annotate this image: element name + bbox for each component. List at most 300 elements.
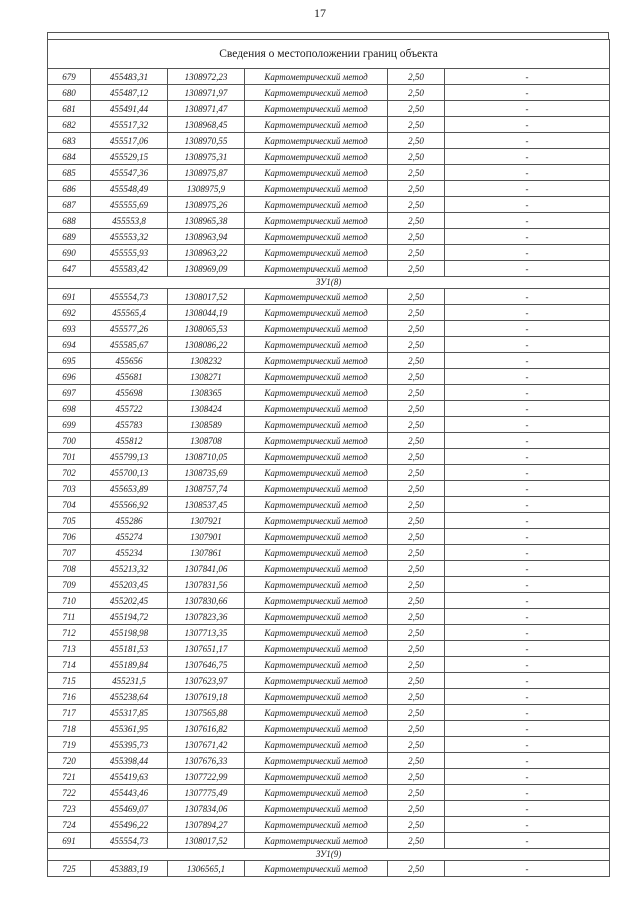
method-cell: Картометрический метод [245, 85, 388, 101]
accuracy-cell: 2,50 [388, 117, 445, 133]
y-coordinate-cell: 1308086,22 [168, 337, 245, 353]
method-cell: Картометрический метод [245, 321, 388, 337]
x-coordinate-cell: 455681 [91, 369, 168, 385]
x-coordinate-cell: 455812 [91, 433, 168, 449]
y-coordinate-cell: 1308065,53 [168, 321, 245, 337]
table-row [48, 673, 610, 689]
description-cell: - [445, 245, 610, 261]
y-coordinate-cell: 1307830,66 [168, 593, 245, 609]
point-number-cell: 719 [48, 737, 91, 753]
boundary-coordinates-sheet [47, 32, 609, 877]
method-cell: Картометрический метод [245, 165, 388, 181]
method-cell: Картометрический метод [245, 673, 388, 689]
description-cell: - [445, 449, 610, 465]
method-cell: Картометрический метод [245, 801, 388, 817]
y-coordinate-cell: 1308537,45 [168, 497, 245, 513]
method-cell: Картометрический метод [245, 101, 388, 117]
description-cell: - [445, 417, 610, 433]
y-coordinate-cell: 1308970,55 [168, 133, 245, 149]
method-cell: Картометрический метод [245, 433, 388, 449]
x-coordinate-cell: 455231,5 [91, 673, 168, 689]
point-number-cell: 708 [48, 561, 91, 577]
method-cell: Картометрический метод [245, 133, 388, 149]
method-cell: Картометрический метод [245, 577, 388, 593]
description-cell: - [445, 401, 610, 417]
y-coordinate-cell: 1308975,87 [168, 165, 245, 181]
point-number-cell: 717 [48, 705, 91, 721]
accuracy-cell: 2,50 [388, 593, 445, 609]
accuracy-cell: 2,50 [388, 465, 445, 481]
y-coordinate-cell: 1307616,82 [168, 721, 245, 737]
method-cell: Картометрический метод [245, 417, 388, 433]
method-cell: Картометрический метод [245, 817, 388, 833]
x-coordinate-cell: 455555,69 [91, 197, 168, 213]
x-coordinate-cell: 455698 [91, 385, 168, 401]
x-coordinate-cell: 455181,53 [91, 641, 168, 657]
method-cell: Картометрический метод [245, 785, 388, 801]
method-cell: Картометрический метод [245, 861, 388, 877]
table-row [48, 385, 610, 401]
accuracy-cell: 2,50 [388, 197, 445, 213]
y-coordinate-cell: 1308969,09 [168, 261, 245, 277]
point-number-cell: 688 [48, 213, 91, 229]
x-coordinate-cell: 455203,45 [91, 577, 168, 593]
description-cell: - [445, 117, 610, 133]
method-cell: Картометрический метод [245, 609, 388, 625]
x-coordinate-cell: 455553,32 [91, 229, 168, 245]
point-number-cell: 702 [48, 465, 91, 481]
method-cell: Картометрический метод [245, 149, 388, 165]
accuracy-cell: 2,50 [388, 609, 445, 625]
table-row [48, 593, 610, 609]
description-cell: - [445, 197, 610, 213]
x-coordinate-cell: 455783 [91, 417, 168, 433]
accuracy-cell: 2,50 [388, 689, 445, 705]
description-cell: - [445, 305, 610, 321]
y-coordinate-cell: 1307861 [168, 545, 245, 561]
method-cell: Картометрический метод [245, 657, 388, 673]
x-coordinate-cell: 455286 [91, 513, 168, 529]
section-header-row [48, 849, 610, 861]
x-coordinate-cell: 455398,44 [91, 753, 168, 769]
y-coordinate-cell: 1307651,17 [168, 641, 245, 657]
y-coordinate-cell: 1307619,18 [168, 689, 245, 705]
boundary-coordinates-table [47, 39, 610, 877]
description-cell: - [445, 753, 610, 769]
description-cell: - [445, 481, 610, 497]
y-coordinate-cell: 1307775,49 [168, 785, 245, 801]
x-coordinate-cell: 455554,73 [91, 289, 168, 305]
x-coordinate-cell: 455234 [91, 545, 168, 561]
y-coordinate-cell: 1308708 [168, 433, 245, 449]
accuracy-cell: 2,50 [388, 657, 445, 673]
x-coordinate-cell: 455198,98 [91, 625, 168, 641]
method-cell: Картометрический метод [245, 529, 388, 545]
table-row [48, 861, 610, 877]
accuracy-cell: 2,50 [388, 481, 445, 497]
x-coordinate-cell: 455491,44 [91, 101, 168, 117]
y-coordinate-cell: 1307921 [168, 513, 245, 529]
y-coordinate-cell: 1307901 [168, 529, 245, 545]
table-row [48, 213, 610, 229]
accuracy-cell: 2,50 [388, 433, 445, 449]
section-header-row [48, 277, 610, 289]
table-row [48, 85, 610, 101]
point-number-cell: 679 [48, 69, 91, 85]
y-coordinate-cell: 1308589 [168, 417, 245, 433]
table-row [48, 705, 610, 721]
accuracy-cell: 2,50 [388, 385, 445, 401]
description-cell: - [445, 817, 610, 833]
point-number-cell: 696 [48, 369, 91, 385]
method-cell: Картометрический метод [245, 305, 388, 321]
point-number-cell: 700 [48, 433, 91, 449]
method-cell: Картометрический метод [245, 213, 388, 229]
table-row [48, 149, 610, 165]
y-coordinate-cell: 1308971,47 [168, 101, 245, 117]
method-cell: Картометрический метод [245, 545, 388, 561]
y-coordinate-cell: 1307565,88 [168, 705, 245, 721]
method-cell: Картометрический метод [245, 705, 388, 721]
accuracy-cell: 2,50 [388, 817, 445, 833]
table-row [48, 69, 610, 85]
y-coordinate-cell: 1307894,27 [168, 817, 245, 833]
point-number-cell: 697 [48, 385, 91, 401]
accuracy-cell: 2,50 [388, 801, 445, 817]
table-row [48, 433, 610, 449]
y-coordinate-cell: 1307841,06 [168, 561, 245, 577]
y-coordinate-cell: 1307713,35 [168, 625, 245, 641]
description-cell: - [445, 529, 610, 545]
x-coordinate-cell: 455653,89 [91, 481, 168, 497]
y-coordinate-cell: 1308365 [168, 385, 245, 401]
accuracy-cell: 2,50 [388, 417, 445, 433]
point-number-cell: 723 [48, 801, 91, 817]
x-coordinate-cell: 455547,36 [91, 165, 168, 181]
method-cell: Картометрический метод [245, 261, 388, 277]
method-cell: Картометрический метод [245, 181, 388, 197]
point-number-cell: 704 [48, 497, 91, 513]
method-cell: Картометрический метод [245, 625, 388, 641]
y-coordinate-cell: 1308975,31 [168, 149, 245, 165]
table-row [48, 449, 610, 465]
description-cell: - [445, 229, 610, 245]
table-row [48, 117, 610, 133]
table-title-row [48, 40, 610, 69]
table-title: Сведения о местоположении границ объекта [48, 40, 610, 69]
x-coordinate-cell: 455577,26 [91, 321, 168, 337]
point-number-cell: 712 [48, 625, 91, 641]
x-coordinate-cell: 455548,49 [91, 181, 168, 197]
accuracy-cell: 2,50 [388, 753, 445, 769]
y-coordinate-cell: 1307623,97 [168, 673, 245, 689]
table-row [48, 577, 610, 593]
table-row [48, 513, 610, 529]
point-number-cell: 713 [48, 641, 91, 657]
x-coordinate-cell: 455553,8 [91, 213, 168, 229]
description-cell: - [445, 721, 610, 737]
description-cell: - [445, 609, 610, 625]
y-coordinate-cell: 1308044,19 [168, 305, 245, 321]
accuracy-cell: 2,50 [388, 737, 445, 753]
method-cell: Картометрический метод [245, 753, 388, 769]
description-cell: - [445, 181, 610, 197]
description-cell: - [445, 69, 610, 85]
method-cell: Картометрический метод [245, 385, 388, 401]
table-row [48, 261, 610, 277]
x-coordinate-cell: 455566,92 [91, 497, 168, 513]
description-cell: - [445, 705, 610, 721]
accuracy-cell: 2,50 [388, 85, 445, 101]
description-cell: - [445, 321, 610, 337]
accuracy-cell: 2,50 [388, 721, 445, 737]
point-number-cell: 692 [48, 305, 91, 321]
y-coordinate-cell: 1308735,69 [168, 465, 245, 481]
description-cell: - [445, 737, 610, 753]
table-row [48, 753, 610, 769]
method-cell: Картометрический метод [245, 369, 388, 385]
description-cell: - [445, 801, 610, 817]
y-coordinate-cell: 1308968,45 [168, 117, 245, 133]
x-coordinate-cell: 455585,67 [91, 337, 168, 353]
description-cell: - [445, 833, 610, 849]
x-coordinate-cell: 455517,32 [91, 117, 168, 133]
accuracy-cell: 2,50 [388, 369, 445, 385]
x-coordinate-cell: 455238,64 [91, 689, 168, 705]
accuracy-cell: 2,50 [388, 337, 445, 353]
accuracy-cell: 2,50 [388, 545, 445, 561]
y-coordinate-cell: 1308963,22 [168, 245, 245, 261]
table-row [48, 181, 610, 197]
accuracy-cell: 2,50 [388, 769, 445, 785]
method-cell: Картометрический метод [245, 833, 388, 849]
method-cell: Картометрический метод [245, 117, 388, 133]
accuracy-cell: 2,50 [388, 401, 445, 417]
accuracy-cell: 2,50 [388, 577, 445, 593]
accuracy-cell: 2,50 [388, 625, 445, 641]
description-cell: - [445, 369, 610, 385]
method-cell: Картометрический метод [245, 229, 388, 245]
point-number-cell: 707 [48, 545, 91, 561]
point-number-cell: 699 [48, 417, 91, 433]
table-row [48, 721, 610, 737]
point-number-cell: 683 [48, 133, 91, 149]
accuracy-cell: 2,50 [388, 353, 445, 369]
description-cell: - [445, 545, 610, 561]
x-coordinate-cell: 455202,45 [91, 593, 168, 609]
table-row [48, 817, 610, 833]
point-number-cell: 681 [48, 101, 91, 117]
accuracy-cell: 2,50 [388, 181, 445, 197]
table-row [48, 545, 610, 561]
accuracy-cell: 2,50 [388, 705, 445, 721]
point-number-cell: 687 [48, 197, 91, 213]
table-row [48, 245, 610, 261]
method-cell: Картометрический метод [245, 481, 388, 497]
x-coordinate-cell: 455361,95 [91, 721, 168, 737]
point-number-cell: 698 [48, 401, 91, 417]
point-number-cell: 647 [48, 261, 91, 277]
accuracy-cell: 2,50 [388, 101, 445, 117]
y-coordinate-cell: 1307722,99 [168, 769, 245, 785]
table-row [48, 353, 610, 369]
accuracy-cell: 2,50 [388, 673, 445, 689]
x-coordinate-cell: 455213,32 [91, 561, 168, 577]
y-coordinate-cell: 1308424 [168, 401, 245, 417]
x-coordinate-cell: 455483,31 [91, 69, 168, 85]
description-cell: - [445, 657, 610, 673]
y-coordinate-cell: 1308965,38 [168, 213, 245, 229]
method-cell: Картометрический метод [245, 337, 388, 353]
description-cell: - [445, 133, 610, 149]
accuracy-cell: 2,50 [388, 305, 445, 321]
point-number-cell: 685 [48, 165, 91, 181]
description-cell: - [445, 289, 610, 305]
table-row [48, 465, 610, 481]
point-number-cell: 703 [48, 481, 91, 497]
method-cell: Картометрический метод [245, 245, 388, 261]
point-number-cell: 711 [48, 609, 91, 625]
x-coordinate-cell: 455274 [91, 529, 168, 545]
y-coordinate-cell: 1308017,52 [168, 289, 245, 305]
section-label: ЗУ1(8) [48, 277, 610, 289]
method-cell: Картометрический метод [245, 737, 388, 753]
table-row [48, 561, 610, 577]
method-cell: Картометрический метод [245, 561, 388, 577]
y-coordinate-cell: 1307671,42 [168, 737, 245, 753]
description-cell: - [445, 625, 610, 641]
method-cell: Картометрический метод [245, 641, 388, 657]
point-number-cell: 693 [48, 321, 91, 337]
point-number-cell: 694 [48, 337, 91, 353]
point-number-cell: 705 [48, 513, 91, 529]
point-number-cell: 724 [48, 817, 91, 833]
method-cell: Картометрический метод [245, 465, 388, 481]
x-coordinate-cell: 455419,63 [91, 769, 168, 785]
y-coordinate-cell: 1307646,75 [168, 657, 245, 673]
accuracy-cell: 2,50 [388, 321, 445, 337]
x-coordinate-cell: 455656 [91, 353, 168, 369]
point-number-cell: 716 [48, 689, 91, 705]
x-coordinate-cell: 455555,93 [91, 245, 168, 261]
table-row [48, 417, 610, 433]
method-cell: Картометрический метод [245, 197, 388, 213]
description-cell: - [445, 85, 610, 101]
x-coordinate-cell: 455469,07 [91, 801, 168, 817]
x-coordinate-cell: 455194,72 [91, 609, 168, 625]
accuracy-cell: 2,50 [388, 69, 445, 85]
y-coordinate-cell: 1308017,52 [168, 833, 245, 849]
description-cell: - [445, 149, 610, 165]
table-row [48, 801, 610, 817]
description-cell: - [445, 213, 610, 229]
y-coordinate-cell: 1308757,74 [168, 481, 245, 497]
x-coordinate-cell: 455487,12 [91, 85, 168, 101]
point-number-cell: 714 [48, 657, 91, 673]
point-number-cell: 691 [48, 289, 91, 305]
table-row [48, 369, 610, 385]
description-cell: - [445, 497, 610, 513]
method-cell: Картометрический метод [245, 401, 388, 417]
x-coordinate-cell: 455189,84 [91, 657, 168, 673]
table-row [48, 785, 610, 801]
point-number-cell: 695 [48, 353, 91, 369]
x-coordinate-cell: 455565,4 [91, 305, 168, 321]
point-number-cell: 706 [48, 529, 91, 545]
accuracy-cell: 2,50 [388, 133, 445, 149]
accuracy-cell: 2,50 [388, 149, 445, 165]
description-cell: - [445, 577, 610, 593]
description-cell: - [445, 673, 610, 689]
table-row [48, 305, 610, 321]
accuracy-cell: 2,50 [388, 561, 445, 577]
x-coordinate-cell: 455799,13 [91, 449, 168, 465]
y-coordinate-cell: 1308971,97 [168, 85, 245, 101]
y-coordinate-cell: 1307676,33 [168, 753, 245, 769]
accuracy-cell: 2,50 [388, 529, 445, 545]
method-cell: Картометрический метод [245, 689, 388, 705]
description-cell: - [445, 465, 610, 481]
x-coordinate-cell: 455554,73 [91, 833, 168, 849]
method-cell: Картометрический метод [245, 721, 388, 737]
point-number-cell: 682 [48, 117, 91, 133]
table-row [48, 497, 610, 513]
accuracy-cell: 2,50 [388, 833, 445, 849]
point-number-cell: 709 [48, 577, 91, 593]
y-coordinate-cell: 1308975,26 [168, 197, 245, 213]
method-cell: Картометрический метод [245, 769, 388, 785]
x-coordinate-cell: 455395,73 [91, 737, 168, 753]
accuracy-cell: 2,50 [388, 229, 445, 245]
description-cell: - [445, 641, 610, 657]
method-cell: Картометрический метод [245, 497, 388, 513]
section-label: ЗУ1(9) [48, 849, 610, 861]
point-number-cell: 725 [48, 861, 91, 877]
point-number-cell: 690 [48, 245, 91, 261]
accuracy-cell: 2,50 [388, 641, 445, 657]
description-cell: - [445, 769, 610, 785]
description-cell: - [445, 261, 610, 277]
description-cell: - [445, 433, 610, 449]
table-row [48, 229, 610, 245]
accuracy-cell: 2,50 [388, 261, 445, 277]
point-number-cell: 701 [48, 449, 91, 465]
method-cell: Картометрический метод [245, 69, 388, 85]
table-row [48, 689, 610, 705]
y-coordinate-cell: 1306565,1 [168, 861, 245, 877]
table-row [48, 769, 610, 785]
accuracy-cell: 2,50 [388, 289, 445, 305]
x-coordinate-cell: 455317,85 [91, 705, 168, 721]
description-cell: - [445, 385, 610, 401]
point-number-cell: 722 [48, 785, 91, 801]
y-coordinate-cell: 1307831,56 [168, 577, 245, 593]
point-number-cell: 721 [48, 769, 91, 785]
point-number-cell: 680 [48, 85, 91, 101]
accuracy-cell: 2,50 [388, 497, 445, 513]
page-number: 17 [314, 6, 326, 20]
table-row [48, 101, 610, 117]
table-row [48, 133, 610, 149]
point-number-cell: 691 [48, 833, 91, 849]
y-coordinate-cell: 1308975,9 [168, 181, 245, 197]
x-coordinate-cell: 455722 [91, 401, 168, 417]
accuracy-cell: 2,50 [388, 213, 445, 229]
x-coordinate-cell: 455517,06 [91, 133, 168, 149]
description-cell: - [445, 337, 610, 353]
accuracy-cell: 2,50 [388, 449, 445, 465]
table-row [48, 401, 610, 417]
